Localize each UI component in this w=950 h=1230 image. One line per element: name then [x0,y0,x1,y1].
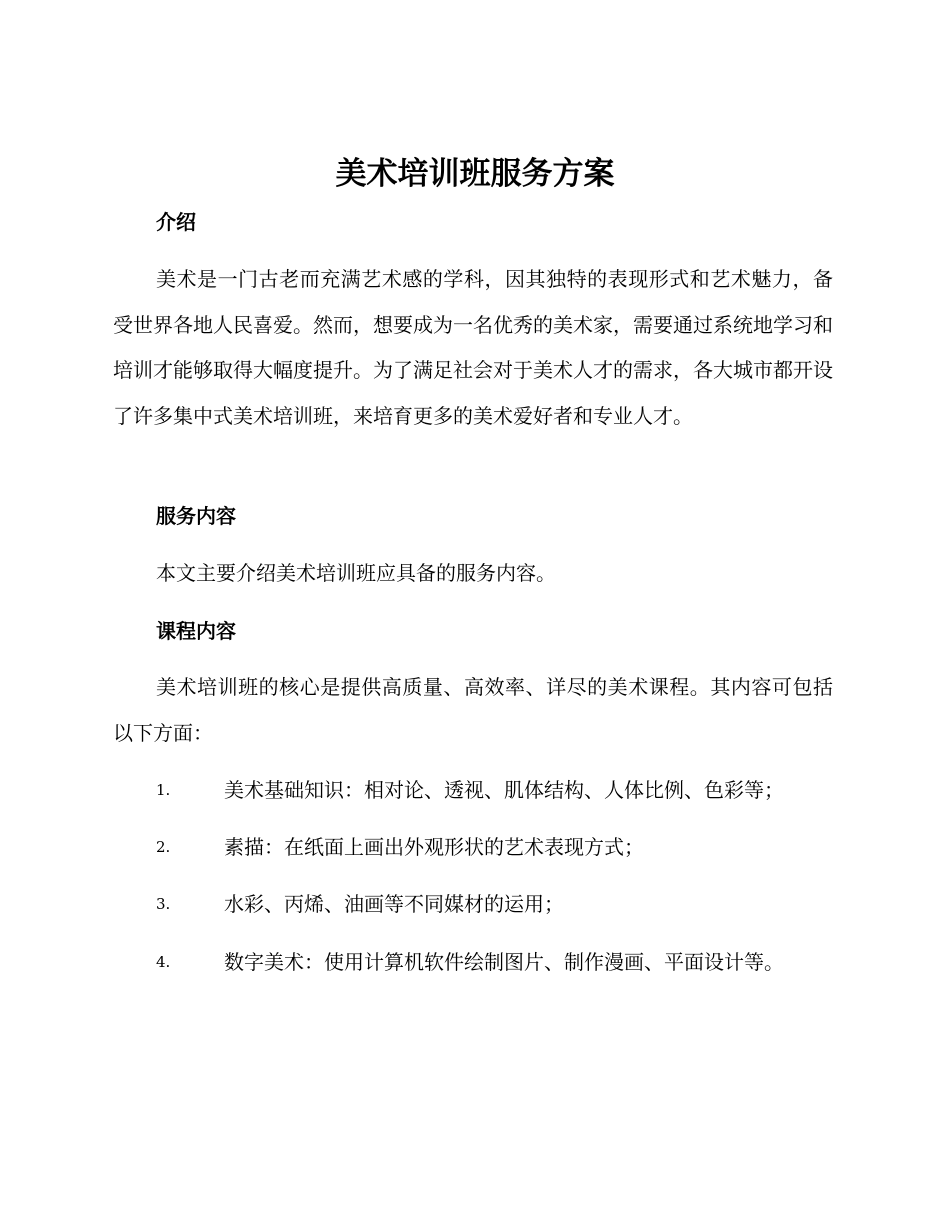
document-title: 美术培训班服务方案 [335,156,615,192]
service-paragraph: 本文主要介绍美术培训班应具备的服务内容。 [156,561,556,585]
list-item [0,942,950,982]
list-item-text: 数字美术：使用计算机软件绘制图片、制作漫画、平面设计等。 [224,950,784,974]
list-item-number: 2. [156,838,171,856]
section-heading-intro: 介绍 [156,210,196,234]
section-heading-service: 服务内容 [156,504,236,528]
list-item-text: 水彩、丙烯、油画等不同媒材的运用； [224,892,564,916]
list-item [0,770,950,810]
course-paragraph: 美术培训班的核心是提供高质量、高效率、详尽的美术课程。其内容可包括以下方面： [113,675,833,745]
intro-paragraph: 美术是一门古老而充满艺术感的学科，因其独特的表现形式和艺术魅力，备受世界各地人民喜爱。然而，想要成为一名优秀的美术家，需要通过系统地学习和培训才能够取得大幅度提升。为了满足社会对于美术人才的需求，各大城市都开设了许多集中式美术培训班，来培育更多的美术爱好者和专业人才。 [113,267,833,428]
list-item-number: 1. [156,781,171,799]
list-item-number: 4. [156,953,171,971]
section-heading-course: 课程内容 [156,619,236,643]
list-item [0,827,950,867]
list-item-number: 3. [156,895,171,913]
list-item-text: 美术基础知识：相对论、透视、肌体结构、人体比例、色彩等； [224,778,784,802]
list-item [0,884,950,924]
list-item-text: 素描：在纸面上画出外观形状的艺术表现方式； [224,835,644,859]
